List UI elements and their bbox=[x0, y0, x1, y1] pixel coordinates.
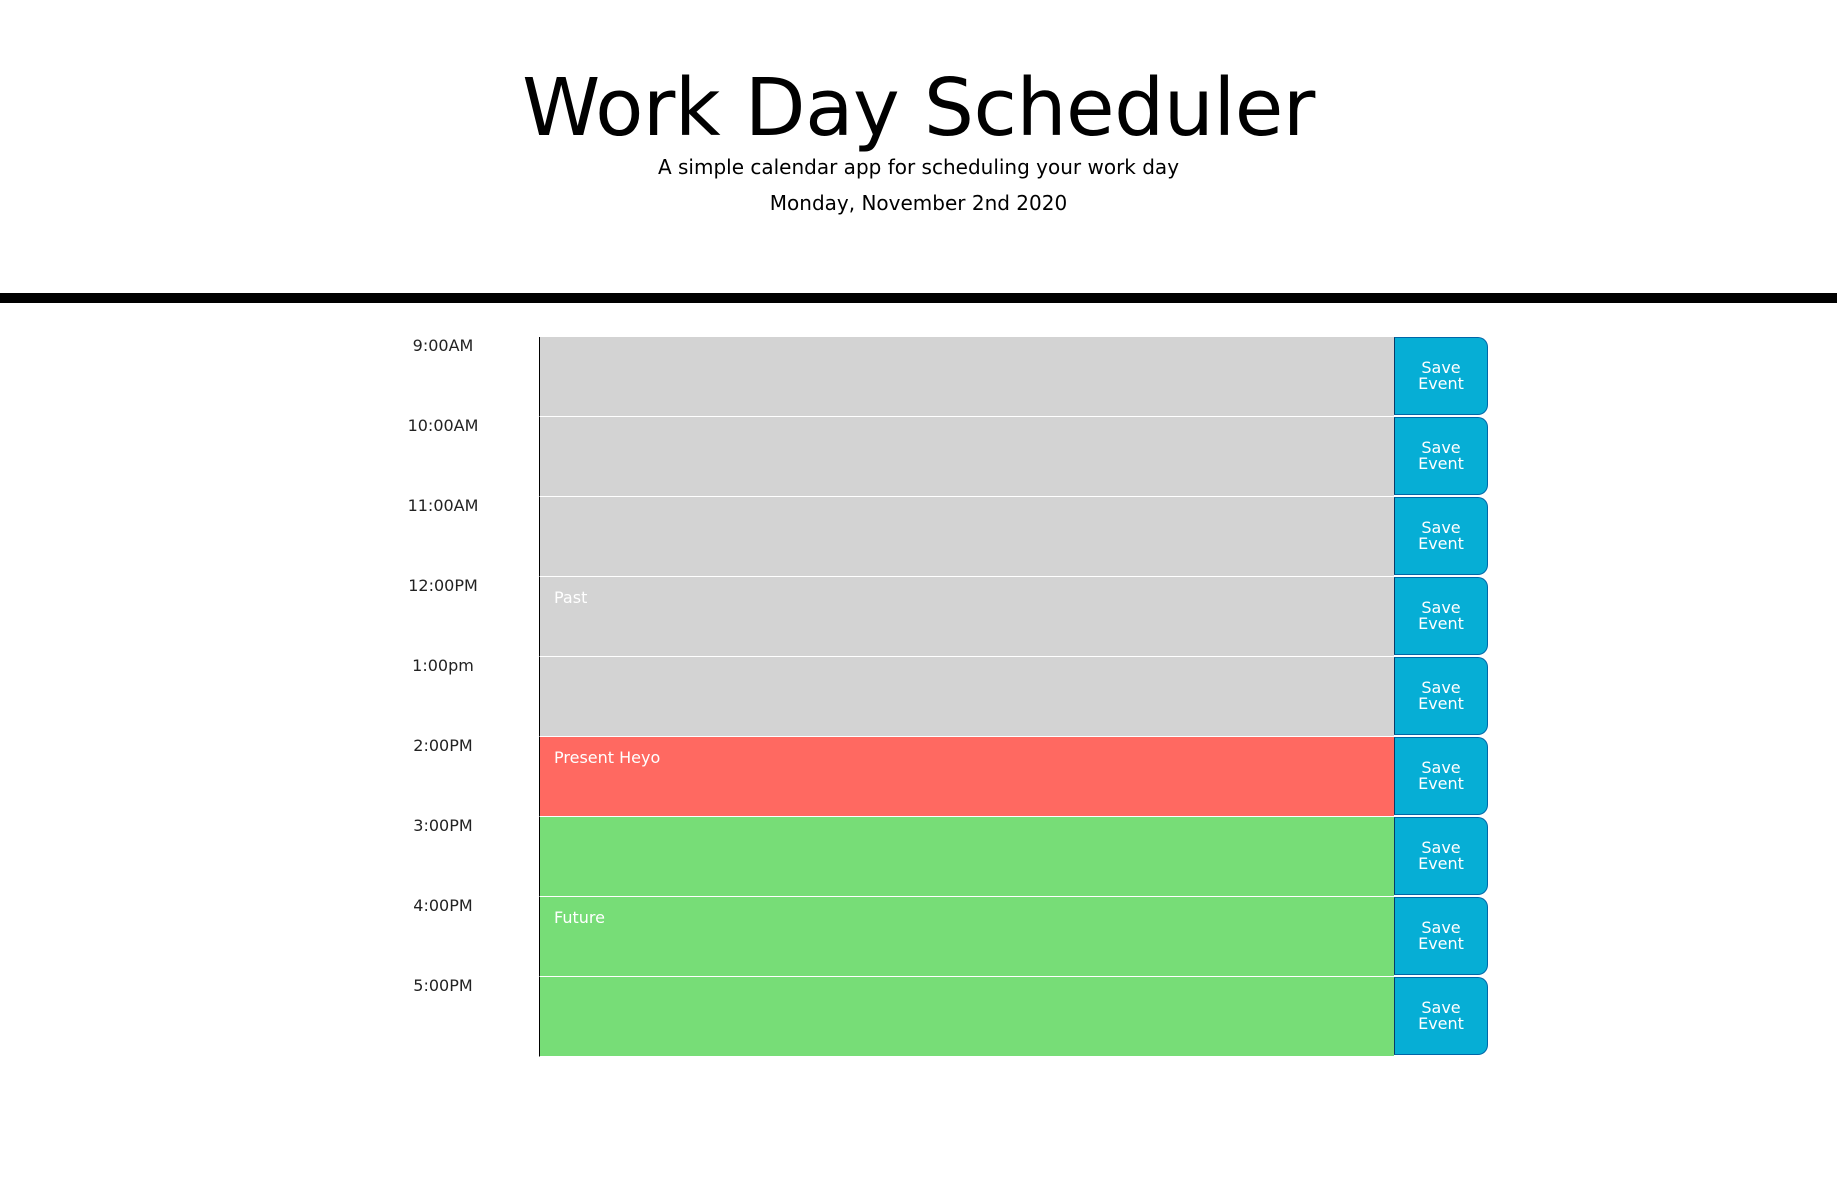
event-description-input[interactable] bbox=[539, 977, 1394, 1057]
save-button-label-line1: Save bbox=[1421, 518, 1461, 537]
save-button-label-line2: Event bbox=[1418, 694, 1464, 713]
event-description-input[interactable] bbox=[539, 497, 1394, 577]
time-block-row bbox=[0, 417, 1837, 497]
time-block-row bbox=[0, 337, 1837, 417]
event-description-input[interactable] bbox=[539, 897, 1394, 977]
save-button-label-line1: Save bbox=[1421, 598, 1461, 617]
save-event-button[interactable] bbox=[1394, 337, 1488, 415]
time-block-row bbox=[0, 897, 1837, 977]
save-button-label-line1: Save bbox=[1421, 838, 1461, 857]
time-block-row bbox=[0, 657, 1837, 737]
save-event-button[interactable] bbox=[1394, 417, 1488, 495]
page-title: Work Day Scheduler bbox=[522, 62, 1315, 154]
save-button-label-line2: Event bbox=[1418, 614, 1464, 633]
save-button-label-line1: Save bbox=[1421, 678, 1461, 697]
page-subtitle: A simple calendar app for scheduling your work day bbox=[657, 155, 1180, 179]
save-button-label-line1: Save bbox=[1421, 438, 1461, 457]
hour-label: 12:00PM bbox=[408, 576, 478, 595]
header-divider bbox=[0, 293, 1837, 303]
save-button-label-line2: Event bbox=[1418, 374, 1464, 393]
event-description-input[interactable] bbox=[539, 577, 1394, 657]
hour-label: 11:00AM bbox=[407, 496, 479, 515]
time-block-row bbox=[0, 737, 1837, 817]
hour-label: 4:00PM bbox=[413, 896, 473, 915]
save-event-button[interactable] bbox=[1394, 737, 1488, 815]
save-event-button[interactable] bbox=[1394, 657, 1488, 735]
hour-label: 3:00PM bbox=[413, 816, 473, 835]
time-block-row bbox=[0, 577, 1837, 657]
save-event-button[interactable] bbox=[1394, 577, 1488, 655]
time-block-row bbox=[0, 977, 1837, 1057]
save-button-label-line1: Save bbox=[1421, 358, 1461, 377]
schedule-container bbox=[0, 337, 1837, 1057]
hour-label: 9:00AM bbox=[412, 336, 474, 355]
save-event-button[interactable] bbox=[1394, 897, 1488, 975]
save-button-label-line2: Event bbox=[1418, 454, 1464, 473]
save-button-label-line1: Save bbox=[1421, 758, 1461, 777]
save-button-label-line2: Event bbox=[1418, 534, 1464, 553]
event-description-input[interactable] bbox=[539, 337, 1394, 417]
save-event-button[interactable] bbox=[1394, 977, 1488, 1055]
event-description-input[interactable] bbox=[539, 737, 1394, 817]
event-description-input[interactable] bbox=[539, 417, 1394, 497]
save-button-label-line2: Event bbox=[1418, 774, 1464, 793]
save-button-label-line2: Event bbox=[1418, 934, 1464, 953]
event-description-input[interactable] bbox=[539, 817, 1394, 897]
save-button-label-line1: Save bbox=[1421, 918, 1461, 937]
save-button-label-line2: Event bbox=[1418, 854, 1464, 873]
time-block-row bbox=[0, 497, 1837, 577]
time-block-row bbox=[0, 817, 1837, 897]
hour-label: 1:00pm bbox=[412, 656, 474, 675]
save-event-button[interactable] bbox=[1394, 497, 1488, 575]
current-day: Monday, November 2nd 2020 bbox=[769, 191, 1068, 215]
hour-label: 2:00PM bbox=[413, 736, 473, 755]
save-button-label-line1: Save bbox=[1421, 998, 1461, 1017]
save-event-button[interactable] bbox=[1394, 817, 1488, 895]
event-description-input[interactable] bbox=[539, 657, 1394, 737]
hour-label: 10:00AM bbox=[407, 416, 479, 435]
header bbox=[0, 0, 1837, 296]
hour-label: 5:00PM bbox=[413, 976, 473, 995]
save-button-label-line2: Event bbox=[1418, 1014, 1464, 1033]
